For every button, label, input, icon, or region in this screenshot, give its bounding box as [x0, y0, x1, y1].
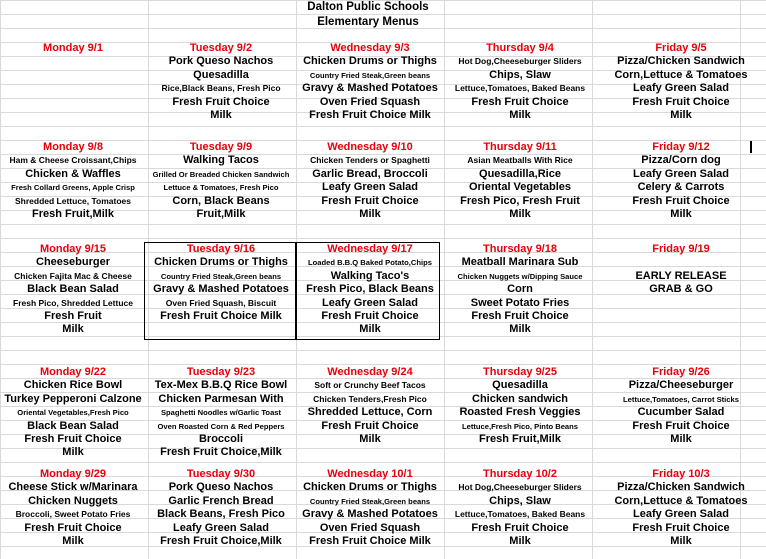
- menu-item-cell[interactable]: Garlic Bread, Broccoli: [312, 167, 428, 180]
- menu-item-cell[interactable]: Fresh Fruit Choice: [471, 521, 569, 534]
- menu-item-cell[interactable]: Fresh Fruit Choice Milk: [160, 309, 282, 322]
- menu-item-cell[interactable]: Fresh Pico, Fresh Fruit: [460, 194, 580, 207]
- menu-item-cell[interactable]: Leafy Green Salad: [322, 296, 418, 309]
- menu-item-cell[interactable]: Black Bean Salad: [27, 419, 119, 432]
- menu-item-cell[interactable]: Fresh Fruit Choice: [321, 309, 419, 322]
- menu-item-cell[interactable]: Fresh Fruit Choice Milk: [309, 108, 431, 121]
- menu-item-cell[interactable]: Chicken sandwich: [472, 392, 568, 405]
- day-header[interactable]: Thursday 9/11: [483, 141, 557, 153]
- day-header[interactable]: Wednesday 9/3: [330, 42, 410, 54]
- menu-item-cell[interactable]: Fresh Fruit Choice: [321, 419, 419, 432]
- menu-item-cell[interactable]: Milk: [670, 534, 692, 547]
- menu-item-cell[interactable]: Corn: [507, 283, 533, 296]
- day-column: [596, 468, 766, 548]
- menu-item-cell[interactable]: Pork Queso Nachos: [168, 481, 274, 494]
- menu-item-cell[interactable]: Gravy & Mashed Potatoes: [153, 283, 289, 296]
- menu-item-cell[interactable]: Fresh Fruit Choice: [321, 194, 419, 207]
- menu-item-cell[interactable]: Pork Queso Nachos: [168, 55, 274, 68]
- menu-item-cell[interactable]: Walking Tacos: [183, 154, 259, 167]
- menu-item-cell[interactable]: Milk: [62, 446, 84, 459]
- menu-item-cell[interactable]: Roasted Fresh Veggies: [459, 406, 581, 419]
- day-column: [146, 42, 296, 122]
- day-header[interactable]: Friday 9/19: [652, 243, 710, 255]
- menu-item-cell[interactable]: Country Fried Steak,Green beans: [160, 271, 282, 281]
- menu-item-cell[interactable]: Oven Fried Squash, Biscuit: [165, 297, 277, 308]
- menu-item-cell[interactable]: Fresh Fruit Choice: [471, 309, 569, 322]
- menu-item-cell[interactable]: Lettuce & Tomatoes, Fresh Pico: [163, 183, 279, 193]
- day-header[interactable]: Tuesday 9/2: [189, 42, 253, 54]
- menu-item-cell[interactable]: Shredded Lettuce, Tomatoes: [14, 195, 132, 206]
- day-column: [0, 468, 146, 548]
- menu-item-cell[interactable]: Quesadilla: [492, 379, 548, 392]
- menu-item-cell[interactable]: Milk: [509, 207, 531, 220]
- menu-item-cell[interactable]: Fresh Fruit: [44, 309, 102, 322]
- menu-item-cell[interactable]: Pizza/Corn dog: [641, 154, 721, 167]
- menu-item-cell[interactable]: Chicken Nuggets w/Dipping Sauce: [457, 271, 583, 281]
- day-header[interactable]: Wednesday 9/10: [327, 141, 413, 153]
- menu-item-cell[interactable]: Country Fried Steak,Green beans: [309, 70, 431, 80]
- day-column: [146, 243, 296, 323]
- menu-item-cell[interactable]: Chicken Rice Bowl: [23, 379, 123, 392]
- menu-item-cell[interactable]: Milk: [359, 432, 381, 445]
- day-column: [0, 42, 146, 55]
- day-column: [146, 141, 296, 221]
- menu-item-cell[interactable]: Pizza/Chicken Sandwich: [617, 55, 745, 68]
- menu-item-cell[interactable]: Fresh Fruit Choice Milk: [309, 534, 431, 547]
- menu-item-cell[interactable]: Pizza/Cheeseburger: [628, 379, 734, 392]
- day-column: [296, 42, 444, 122]
- menu-title: Elementary Menus: [317, 16, 419, 28]
- menu-item-cell[interactable]: Fresh Fruit Choice,Milk: [160, 534, 282, 547]
- menu-item-cell[interactable]: Fresh Fruit Choice: [632, 95, 730, 108]
- menu-item-cell[interactable]: Fresh Fruit,Milk: [32, 207, 114, 220]
- menu-item-cell[interactable]: Asian Meatballs With Rice: [467, 155, 573, 166]
- menu-item-cell[interactable]: Oriental Vegetables: [468, 181, 572, 194]
- menu-item-cell[interactable]: Shredded Lettuce, Corn: [307, 406, 433, 419]
- menu-item-cell[interactable]: Chicken Tenders or Spaghetti: [310, 155, 430, 166]
- menu-item-cell[interactable]: Lettuce,Tomatoes, Baked Beans: [454, 509, 586, 520]
- menu-item-cell[interactable]: Fresh Pico, Black Beans: [306, 283, 434, 296]
- day-column: [444, 366, 596, 446]
- day-column: [296, 366, 444, 446]
- menu-item-cell[interactable]: Fresh Fruit,Milk: [479, 432, 561, 445]
- day-column: [0, 243, 146, 337]
- menu-item-cell[interactable]: Loaded B.B.Q Baked Potato,Chips: [307, 258, 433, 268]
- menu-item-cell[interactable]: Leafy Green Salad: [633, 167, 729, 180]
- day-column: [596, 243, 766, 297]
- day-header[interactable]: Tuesday 9/30: [186, 468, 256, 480]
- day-column: [596, 42, 766, 122]
- menu-item-cell[interactable]: Fresh Fruit Choice: [632, 419, 730, 432]
- menu-item-cell[interactable]: Milk: [62, 323, 84, 336]
- menu-item-cell[interactable]: Fruit,Milk: [196, 207, 246, 220]
- menu-item-cell[interactable]: Chicken & Waffles: [25, 167, 121, 180]
- menu-item-cell[interactable]: Milk: [670, 432, 692, 445]
- menu-item-cell[interactable]: Milk: [62, 534, 84, 547]
- menu-item-cell[interactable]: Corn,Lettuce & Tomatoes: [614, 68, 748, 81]
- menu-item-cell[interactable]: Cheese Stick w/Marinara: [8, 481, 138, 494]
- menu-item-cell[interactable]: Quesadilla: [193, 68, 249, 81]
- menu-item-cell[interactable]: Milk: [359, 323, 381, 336]
- menu-item-cell[interactable]: Fresh Fruit Choice: [471, 95, 569, 108]
- day-column: [146, 366, 296, 460]
- menu-item-cell[interactable]: Oven Fried Squash: [319, 521, 421, 534]
- menu-item-cell[interactable]: Fresh Fruit Choice: [632, 521, 730, 534]
- day-column: [444, 468, 596, 548]
- day-header[interactable]: Thursday 9/25: [483, 366, 557, 378]
- menu-item-cell[interactable]: Lettuce,Fresh Pico, Pinto Beans: [461, 421, 579, 431]
- menu-item-cell[interactable]: Leafy Green Salad: [633, 82, 729, 95]
- menu-item-cell[interactable]: Corn, Black Beans: [172, 194, 270, 207]
- menu-item-cell[interactable]: GRAB & GO: [649, 283, 713, 296]
- menu-item-cell[interactable]: Fresh Fruit Choice: [632, 194, 730, 207]
- menu-item-cell[interactable]: Lettuce,Tomatoes, Carrot Sticks: [623, 394, 739, 404]
- day-column: [444, 42, 596, 122]
- menu-item-cell[interactable]: Chicken Parmesan With: [158, 392, 284, 405]
- menu-item-cell[interactable]: [596, 256, 766, 269]
- day-header[interactable]: Thursday 10/2: [483, 468, 557, 480]
- menu-item-cell[interactable]: Milk: [210, 108, 232, 121]
- menu-item-cell[interactable]: Chicken Tenders,Fresh Pico: [313, 393, 427, 404]
- menu-item-cell[interactable]: Fresh Fruit Choice: [24, 521, 122, 534]
- menu-item-cell[interactable]: Celery & Carrots: [637, 181, 725, 194]
- menu-item-cell[interactable]: Fresh Pico, Shredded Lettuce: [13, 297, 133, 308]
- menu-item-cell[interactable]: Hot Dog,Cheeseburger Sliders: [458, 56, 582, 67]
- cell-cursor-mark: [750, 141, 752, 153]
- day-column: [146, 468, 296, 548]
- school-title: Dalton Public Schools: [307, 1, 429, 13]
- menu-item-cell[interactable]: Oven Fried Squash: [319, 95, 421, 108]
- day-header[interactable]: Monday 9/8: [43, 141, 103, 153]
- menu-item-cell[interactable]: Gravy & Mashed Potatoes: [302, 82, 438, 95]
- menu-item-cell[interactable]: Chips, Slaw: [489, 494, 551, 507]
- menu-item-cell[interactable]: Chicken Drums or Thighs: [303, 481, 437, 494]
- menu-item-cell[interactable]: Black Beans, Fresh Pico: [157, 508, 285, 521]
- menu-item-cell[interactable]: Chicken Drums or Thighs: [154, 256, 288, 269]
- menu-item-cell[interactable]: Grilled Or Breaded Chicken Sandwich: [152, 169, 290, 179]
- menu-item-cell[interactable]: Gravy & Mashed Potatoes: [302, 508, 438, 521]
- menu-item-cell[interactable]: Milk: [670, 108, 692, 121]
- day-header[interactable]: Wednesday 9/17: [327, 243, 413, 255]
- menu-item-cell[interactable]: EARLY RELEASE: [635, 269, 727, 282]
- menu-item-cell[interactable]: Broccoli: [198, 432, 243, 445]
- day-column: [444, 243, 596, 337]
- menu-item-cell[interactable]: Fresh Fruit Choice: [24, 432, 122, 445]
- menu-item-cell[interactable]: Leafy Green Salad: [633, 508, 729, 521]
- menu-item-cell[interactable]: Hot Dog,Cheeseburger Sliders: [458, 482, 582, 493]
- menu-item-cell[interactable]: Milk: [670, 207, 692, 220]
- day-header[interactable]: Monday 9/1: [43, 42, 103, 54]
- day-header[interactable]: Tuesday 9/9: [189, 141, 253, 153]
- day-header[interactable]: Thursday 9/18: [483, 243, 557, 255]
- day-column: [296, 468, 444, 548]
- menu-item-cell[interactable]: Walking Taco's: [330, 269, 410, 282]
- day-header[interactable]: Friday 9/12: [652, 141, 710, 153]
- menu-item-cell[interactable]: Black Bean Salad: [27, 283, 119, 296]
- menu-item-cell[interactable]: Garlic French Bread: [168, 494, 274, 507]
- menu-item-cell[interactable]: Chips, Slaw: [489, 68, 551, 81]
- day-column: [296, 141, 444, 221]
- menu-item-cell[interactable]: Chicken Fajita Mac & Cheese: [14, 270, 132, 281]
- day-header[interactable]: Monday 9/29: [39, 468, 107, 480]
- menu-item-cell[interactable]: Fresh Collard Greens, Apple Crisp: [11, 183, 135, 193]
- menu-item-cell[interactable]: Milk: [359, 207, 381, 220]
- menu-item-cell[interactable]: Ham & Cheese Croissant,Chips: [9, 155, 137, 166]
- menu-item-cell[interactable]: Meatball Marinara Sub: [461, 256, 579, 269]
- day-column: [0, 366, 146, 460]
- menu-item-cell[interactable]: Tex-Mex B.B.Q Rice Bowl: [154, 379, 288, 392]
- menu-item-cell[interactable]: Chicken Drums or Thighs: [303, 55, 437, 68]
- day-header[interactable]: Tuesday 9/16: [186, 243, 256, 255]
- day-header[interactable]: Monday 9/22: [39, 366, 107, 378]
- day-header[interactable]: Tuesday 9/23: [186, 366, 256, 378]
- menu-item-cell[interactable]: Lettuce,Tomatoes, Baked Beans: [454, 83, 586, 94]
- menu-item-cell[interactable]: Soft or Crunchy Beef Tacos: [314, 380, 426, 391]
- menu-item-cell[interactable]: Fresh Fruit Choice,Milk: [160, 446, 282, 459]
- menu-item-cell[interactable]: Milk: [509, 534, 531, 547]
- menu-item-cell[interactable]: Cheeseburger: [36, 256, 110, 269]
- day-column: [444, 141, 596, 221]
- menu-item-cell[interactable]: Cucumber Salad: [637, 406, 725, 419]
- menu-item-cell[interactable]: Leafy Green Salad: [173, 521, 269, 534]
- day-header[interactable]: Friday 9/5: [655, 42, 707, 54]
- menu-item-cell[interactable]: Chicken Nuggets: [28, 494, 118, 507]
- day-header[interactable]: Thursday 9/4: [486, 42, 554, 54]
- day-header[interactable]: Monday 9/15: [39, 243, 107, 255]
- menu-item-cell[interactable]: Turkey Pepperoni Calzone: [4, 392, 142, 405]
- menu-item-cell[interactable]: Broccoli, Sweet Potato Fries: [15, 509, 131, 520]
- day-column: [296, 243, 444, 337]
- menu-item-cell[interactable]: Leafy Green Salad: [322, 181, 418, 194]
- menu-item-cell[interactable]: Spaghetti Noodles w/Garlic Toast: [160, 408, 282, 418]
- menu-item-cell[interactable]: Rice,Black Beans, Fresh Pico: [161, 83, 281, 94]
- menu-item-cell[interactable]: Pizza/Chicken Sandwich: [617, 481, 745, 494]
- menu-item-cell[interactable]: Oven Roasted Corn & Red Peppers: [157, 421, 285, 431]
- day-header[interactable]: Friday 10/3: [652, 468, 710, 480]
- menu-item-cell[interactable]: Quesadilla,Rice: [479, 167, 561, 180]
- menu-item-cell[interactable]: Oriental Vegetables,Fresh Pico: [17, 408, 129, 418]
- day-column: [596, 366, 766, 446]
- menu-item-cell[interactable]: Milk: [509, 108, 531, 121]
- menu-item-cell[interactable]: Milk: [509, 323, 531, 336]
- menu-item-cell[interactable]: Fresh Fruit Choice: [172, 95, 270, 108]
- day-header[interactable]: Wednesday 9/24: [327, 366, 413, 378]
- day-header[interactable]: Friday 9/26: [652, 366, 710, 378]
- menu-item-cell[interactable]: Corn,Lettuce & Tomatoes: [614, 494, 748, 507]
- day-column: [0, 141, 146, 221]
- menu-item-cell[interactable]: Country Fried Steak,Green beans: [309, 496, 431, 506]
- day-column: [596, 141, 766, 221]
- day-header[interactable]: Wednesday 10/1: [327, 468, 413, 480]
- menu-item-cell[interactable]: Sweet Potato Fries: [470, 296, 570, 309]
